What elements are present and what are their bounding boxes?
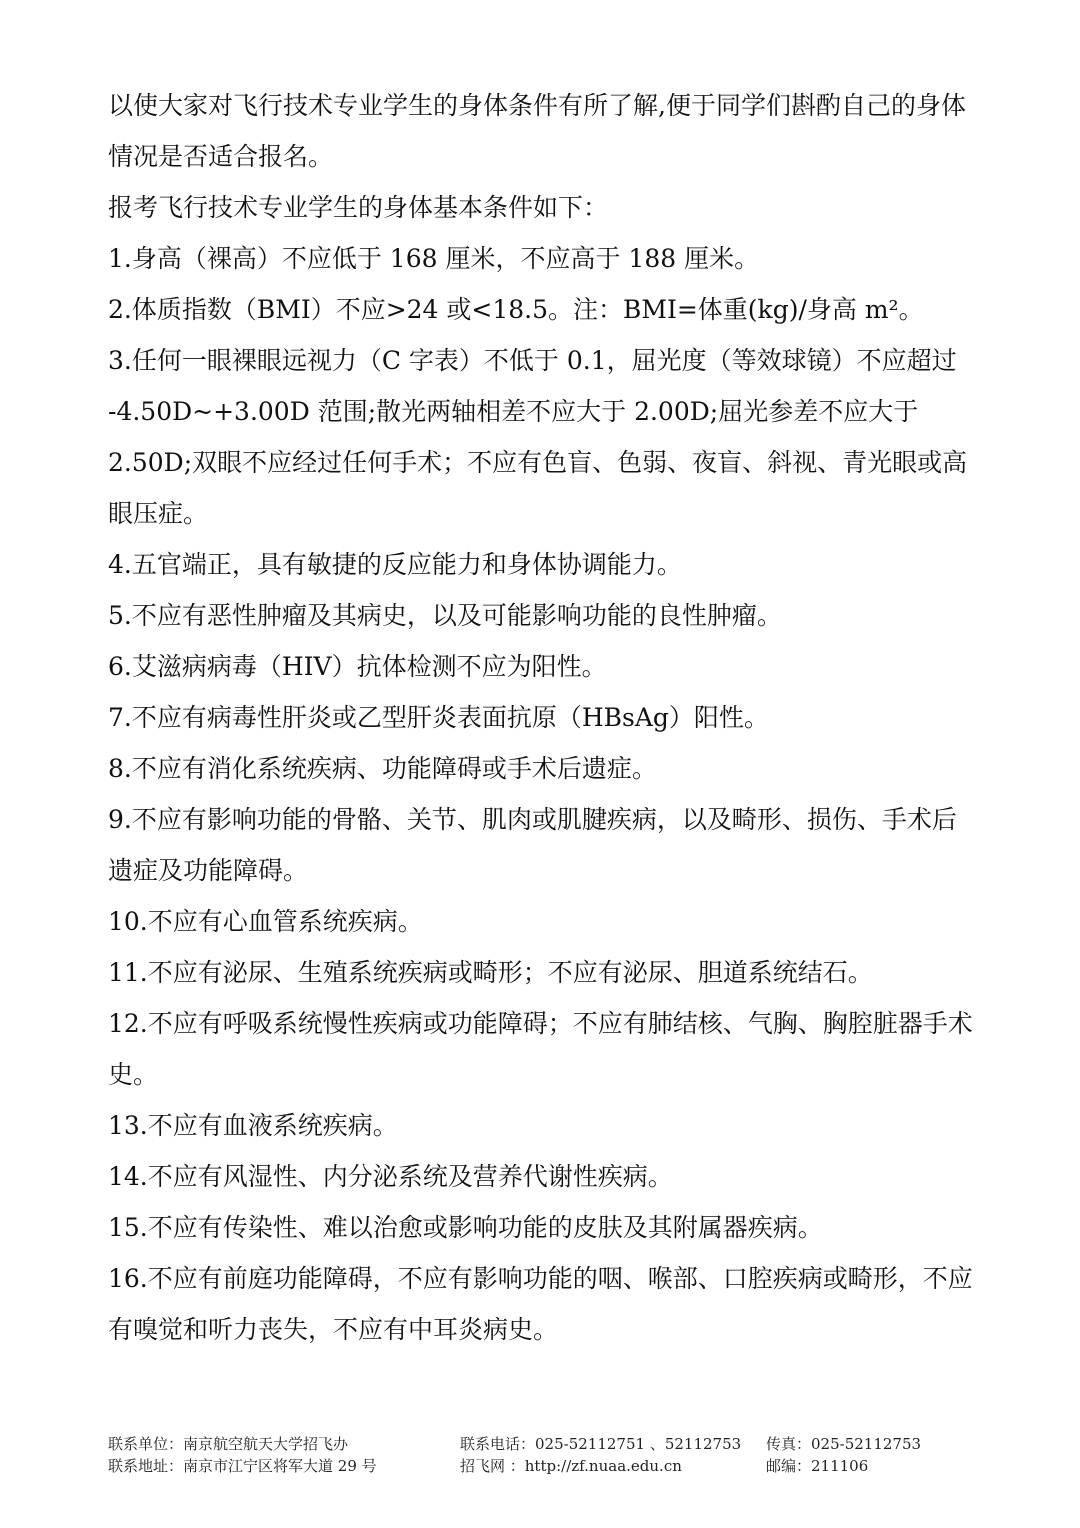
requirement-10: 10.不应有心血管系统疾病。: [108, 907, 423, 936]
requirement-14: 14.不应有风湿性、内分泌系统及营养代谢性疾病。: [108, 1162, 673, 1191]
requirement-1: 1.身高（裸高）不应低于 168 厘米，不应高于 188 厘米。: [108, 244, 760, 273]
contact-fax: 传真：025-52112753: [766, 1435, 922, 1453]
requirement-6: 6.艾滋病病毒（HIV）抗体检测不应为阳性。: [108, 652, 607, 681]
contact-phone: 联系电话：025-52112751 、52112753: [460, 1435, 742, 1453]
requirement-16: 16.不应有前庭功能障碍，不应有影响功能的咽、喉部、口腔疾病或畸形，不应有嗅觉和听力丧失，不应有中耳炎病史。: [108, 1264, 973, 1344]
paragraph-intro: 以使大家对飞行技术专业学生的身体条件有所了解,便于同学们斟酌自己的身体情况是否适合报名。: [108, 91, 966, 171]
footer-row-1: [108, 1433, 974, 1455]
requirement-15: 15.不应有传染性、难以治愈或影响功能的皮肤及其附属器疾病。: [108, 1213, 823, 1242]
contact-footer: [108, 1433, 974, 1477]
contact-website: 招飞网 ：http://zf.nuaa.edu.cn: [460, 1457, 682, 1475]
contact-address: 联系地址：南京市江宁区将军大道 29 号: [108, 1457, 377, 1475]
paragraph-lead: 报考飞行技术专业学生的身体基本条件如下：: [108, 193, 609, 222]
requirement-12: 12.不应有呼吸系统慢性疾病或功能障碍；不应有肺结核、气胸、胸腔脏器手术史。: [108, 1009, 973, 1089]
contact-unit: 联系单位：南京航空航天大学招飞办: [108, 1435, 349, 1453]
requirement-9: 9.不应有影响功能的骨骼、关节、肌肉或肌腱疾病，以及畸形、损伤、手术后遗症及功能障碍。: [108, 805, 957, 885]
requirement-2: 2.体质指数（BMI）不应>24 或<18.5。注：BMI=体重(kg)/身高 m²。: [108, 295, 924, 324]
footer-row-2: [108, 1455, 974, 1477]
requirement-3: 3.任何一眼裸眼远视力（C 字表）不低于 0.1，屈光度（等效球镜）不应超过 -4.50D~+3.00D 范围;散光两轴相差不应大于 2.00D;屈光参差不应大于 2.50D;双眼不应经过任何手术；不应有色盲、色弱、夜盲、斜视、青光眼或高眼压症。: [108, 346, 968, 528]
requirement-7: 7.不应有病毒性肝炎或乙型肝炎表面抗原（HBsAg）阳性。: [108, 703, 769, 732]
requirement-4: 4.五官端正，具有敏捷的反应能力和身体协调能力。: [108, 550, 682, 579]
document-body: [108, 80, 974, 1355]
requirement-5: 5.不应有恶性肿瘤及其病史，以及可能影响功能的良性肿瘤。: [108, 601, 782, 630]
requirement-11: 11.不应有泌尿、生殖系统疾病或畸形；不应有泌尿、胆道系统结石。: [108, 958, 873, 987]
contact-postcode: 邮编：211106: [766, 1457, 869, 1475]
requirement-8: 8.不应有消化系统疾病、功能障碍或手术后遗症。: [108, 754, 657, 783]
requirement-13: 13.不应有血液系统疾病。: [108, 1111, 398, 1140]
